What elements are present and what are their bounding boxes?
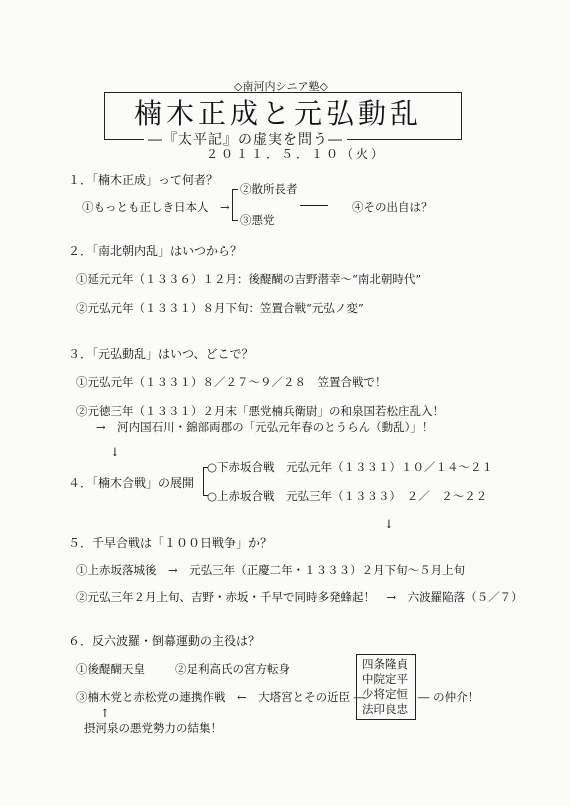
s6-note: 摂河泉の悪党勢力の結集！	[84, 721, 222, 735]
section-5-heading: ５．千早合戦は「１００日戦争」か？	[68, 536, 273, 550]
section-1-heading: １．「楠木正成」って何者？	[68, 173, 219, 187]
s1-item-3: ③悪党	[240, 213, 275, 227]
s4-bracket-vertical	[203, 467, 204, 495]
s1-item-4: ④その出自は？	[352, 200, 433, 214]
s1-bracket-vertical	[232, 189, 233, 220]
s4-item-2: ○上赤坂合戦 元弘三年（１３３３） ２／ ２～２２	[207, 489, 488, 503]
s6-item-1: ①後醍醐天皇	[76, 662, 145, 676]
s1-item-2: ②散所長者	[240, 182, 298, 196]
s5-item-2: ②元弘三年２月上旬、吉野・赤坂・千早で同時多発蜂起！ → 六波羅陥落（５／７）	[76, 590, 523, 604]
s6-name-4: 法印良忠	[362, 702, 408, 716]
s6-item-3: ③楠木党と赤松党の連携作戦 ← 大塔宮とその近臣 ―	[76, 690, 366, 704]
section-3-heading: ３．「元弘動乱」はいつ、どこで？	[68, 347, 254, 361]
s3-item-1: ①元弘元年（１３３１）８／２７～９／２８ 笠置合戦で！	[76, 375, 387, 389]
s1-bracket-bottom	[232, 220, 238, 221]
s5-item-1: ①上赤坂落城後 → 元弘三年（正慶二年・１３３３）２月下旬～５月上旬	[76, 563, 466, 577]
s6-name-1: 四条隆貞	[362, 657, 408, 671]
date-label: ２０１１．５．１０（火）	[206, 147, 387, 161]
s6-name-2: 中院定平	[362, 672, 408, 686]
s1-bracket-top	[232, 189, 238, 190]
section-6-heading: ６．反六波羅・倒幕運動の主役は？	[68, 634, 261, 648]
s3-arrow-down: ↓	[110, 445, 120, 459]
s3-item-2b: → 河内国石川・錦部両郡の「元弘元年春のとうらん（動乱）」！	[96, 420, 434, 434]
section-4-heading: ４．「楠木合戦」の展開	[68, 476, 195, 490]
s1-connector-line	[300, 205, 328, 206]
organizer-label: ◇南河内シニア塾◇	[234, 80, 328, 93]
s4-arrow-down: ↓	[384, 517, 394, 531]
s6-arrow-up: ↑	[100, 706, 110, 720]
page-title: 楠木正成と元弘動乱	[134, 97, 423, 130]
s3-item-2: ②元徳三年（１３３１）２月末「悪党楠兵衛尉」の和泉国若松庄乱入！	[76, 404, 444, 418]
s2-item-1: ①延元元年（１３３６）１２月：後醍醐の吉野潜幸～“南北朝時代”	[76, 272, 422, 286]
s1-item-1: ①もっとも正しき日本人 →	[82, 200, 230, 214]
section-2-heading: ２．「南北朝内乱」はいつから？	[68, 244, 243, 258]
s6-tail: ― の仲介！	[418, 690, 480, 704]
subtitle: ―『太平記』の虚実を問う―	[144, 132, 347, 148]
s6-item-2: ②足利高氏の宮方転身	[175, 662, 290, 676]
s6-name-3: 少将定恒	[362, 687, 408, 701]
s2-item-2: ②元弘元年（１３３１）８月下旬：笠置合戦“元弘ノ変”	[76, 301, 364, 315]
s4-item-1: ○下赤坂合戦 元弘元年（１３３１）１０／１４～２１	[207, 460, 494, 474]
